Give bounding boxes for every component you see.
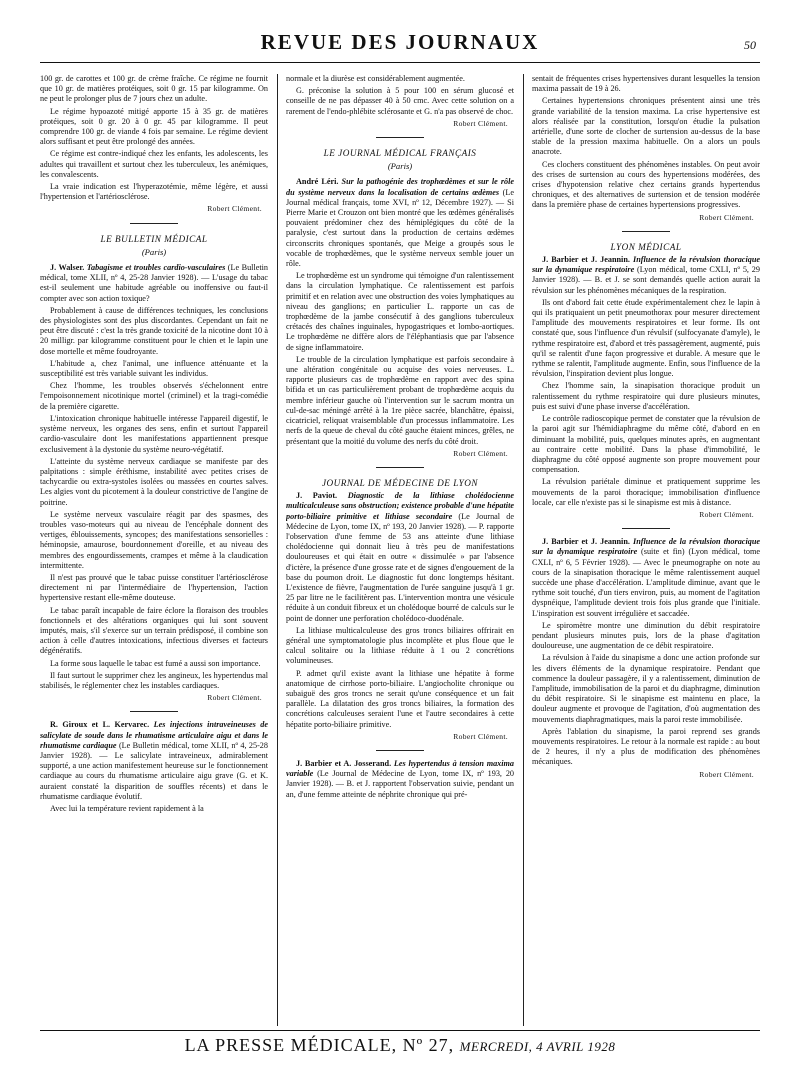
paragraph: Le spiromètre montre une diminution du débit respiratoire pendant plusieurs minutes puis, lors de la phase d'agitation douloureuse, une augmentation de ce débit respiratoire.: [532, 620, 760, 651]
paragraph: Il n'est pas prouvé que le tabac puisse constituer l'artériosclérose directement ni par l'intermédiaire de l'hypertension, l'action hypertensive restant elle-même douteuse.: [40, 572, 268, 603]
footer-line: [40, 1035, 760, 1056]
paragraph: Le régime hypoazoté mitigé apporte 15 à 35 gr. de matières protéiques, soit 0 gr. 20 à 0 gr. 45 par kilogramme. Il peut comprendre 100 gr. de viande 4 fois par semaine. Le régime devient alors suffisant et peut être prolongé des années.: [40, 106, 268, 147]
article-title: Tabagisme et troubles cardio-vasculaires: [86, 263, 226, 273]
article-lead: [286, 491, 514, 624]
column-right: [532, 74, 760, 1026]
section-heading: LYON MÉDICAL: [610, 241, 682, 252]
article-title: Les injections intraveineuses de salicylate de soude dans le rhumatisme articulaire aigu et dans le rhumatisme cardiaque: [40, 720, 268, 750]
section-heading: LE BULLETIN MÉDICAL: [100, 233, 208, 244]
column-middle: [286, 74, 514, 1026]
paragraph: Le trouble de la circulation lymphatique est parfois secondaire à une altération congénitale ou acquise des voies nerveuses. L. rapporte plusieurs cas de trophœdème en rapport avec des spina bifida et un cas particulièrement probant de trophœdème acquis du membre inférieur gauche où l'intervention sur le sacrum montra un cul-de-sac méningé arrêté à la 1re pièce sacrée, blanchâtre, épaissi, cicatriciel, reliquat vraisemblable d'un processus inflammatoire. Les nerfs de la queue de cheval du côté gauche étaient minces, grêles, ne présentant que la moitié du volume des nerfs du côté droit.: [286, 354, 514, 446]
paragraph: Ils ont d'abord fait cette étude expérimentalement chez le lapin à qui ils pratiquaient un petit pneumothorax pour mesurer directement l'amplitude des mouvements respiratoires et leur forme. Ils ont constaté que, sous l'influence d'un révulsif (sulfocyanate d'amyle), le rythme respiratoire est, d'abord et très passagèrement, augmenté, puis qu'il se ralentit d'une façon progressive et durable. A mesure que le rythme se ralentit, l'amplitude augmente. Enfin, sous l'influence de la révulsion, l'inspiration devient plus longue.: [532, 297, 760, 379]
divider: [376, 137, 424, 138]
signature: Robert Clément.: [453, 118, 508, 128]
article-reference: (Lyon médical, tome CXLI, nº 5, 29 Janvier 1928). — B. et J. se sont demandés quelle action aurait la révulsion sur les phénomènes mécaniques de la respiration.: [532, 265, 760, 295]
paragraph: Ces clochers constituent des phénomènes instables. On peut avoir des crises de surtension au cours des hypertensions modérées, des crises d'hypotension relative chez certains grands hypertendus chroniques, et des alternatives de surtension et de tension modérée dans la première phase de certaines hypertensions progressives.: [532, 159, 760, 210]
divider: [130, 711, 178, 712]
paragraph: L'intoxication chronique habituelle intéresse l'appareil digestif, le système nerveux, les organes des sens, enfin et surtout l'appareil cardio-vasculaire dont les manifestations appartiennent presque exclusivement à la dystonie du système neuro-végétatif.: [40, 413, 268, 454]
section-heading: LE JOURNAL MÉDICAL FRANÇAIS: [323, 148, 477, 159]
paragraph: Chez l'homme, les troubles observés s'échelonnent entre l'empoisonnement nicotinique mortel (criminel) et la tragi-comédie de la première cigarette.: [40, 381, 268, 411]
paragraph: Le contrôle radioscopique permet de constater que la révulsion de la paroi agit sur l'hémidiaphragme du même côté, d'abord en en diminuant la mobilité, puis, quelques minutes après, en augmentant au contraire cette mobilité. Dans la phase d'immobilité, le diaphragme du côté opposé augmente son propre mouvement pour compensation.: [532, 414, 760, 475]
divider: [622, 231, 670, 232]
page-footer: [40, 1030, 760, 1057]
article-columns: [40, 74, 760, 1026]
paragraph: La lithiase multicalculeuse des gros troncs biliaires offrirait en général une symptomatologie plus incomplète et plus floue que le calcul solitaire ou la lithiase réduite à 1 ou 2 concrétions volumineuses.: [286, 625, 514, 666]
article-author: R. Giroux et L. Kervarec.: [50, 720, 150, 730]
article-lead: [532, 537, 760, 619]
article-author: J. Barbier et J. Jeannin.: [542, 537, 630, 547]
section-heading: JOURNAL DE MÉDECINE DE LYON: [321, 477, 479, 488]
divider: [130, 223, 178, 224]
signature: Robert Clément.: [207, 204, 262, 214]
page-number: 50: [744, 38, 756, 52]
paragraph: Après l'ablation du sinapisme, la paroi reprend ses grands mouvements respiratoires. Le retour à la normale est rapide : au bout de 2 heures, il n'y a plus de modification des phénomènes mécaniques.: [532, 726, 760, 767]
section-subheading: (Paris): [387, 161, 413, 172]
paragraph: La révulsion à l'aide du sinapisme a donc une action profonde sur les divers éléments de la dynamique respiratoire. Pendant que commence la douleur passagère, il y a ralentissement, diminution de l'amplitude, immobilisation de la paroi et du diaphragme, diminution du débit respiratoire. Si le sinapisme est maintenu en place, la douleur augmente et provoque de l'agitation, d'où augmentation des mouvements diaphragmatiques, mais la paroi reste immobilisée.: [532, 653, 760, 724]
article-author: André Léri.: [296, 177, 339, 187]
article-title: Sur la pathogénie des trophœdèmes et sur le rôle du système nerveux dans la localisation de certains œdèmes: [286, 177, 514, 197]
signature: Robert Clément.: [453, 448, 508, 458]
divider: [622, 528, 670, 529]
article-reference: (Le Bulletin médical, tome XLII, nº 4, 25-28 Janvier 1928). — L'usage du tabac est-il seulement une habitude agréable ou inoffensive ou faut-il compter avec son action toxique?: [40, 263, 268, 303]
paragraph: Avec lui la température revient rapidement à la: [50, 804, 204, 813]
column-rule: [523, 74, 524, 1026]
paragraph: Le tabac paraît incapable de faire éclore la floraison des troubles fonctionnels et des altérations organiques qui lui sont souvent imputés, mais, s'il s'exerce sur un terrain prédisposé, il combine son action à celle d'autres intoxications, infectious diverses et facteurs dégénératifs.: [40, 605, 268, 656]
signature: Robert Clément.: [207, 693, 262, 703]
paragraph: Probablement à cause de différences techniques, les conclusions des physiologistes sont des plus discordantes. Cependant un fait ne peut être discuté : c'est la très grande toxicité de la nicotine dont 10 à 20 milligr. par kilogramme constituent pour le chien et le lapin une dose mortelle et même foudroyante.: [40, 305, 268, 356]
paragraph: L'atteinte du système nerveux cardiaque se manifeste par des palpitations : simple éréthisme, instabilité avec petites crises de tachycardie ou extra-systoles isolées ou massées en courtes salves. Les algies vont du picotement à la douleur constrictive de l'angine de poitrine.: [40, 456, 268, 507]
article-reference: (Le Journal de Médecine de Lyon, tome IX, nº 193, 20 Janvier 1928). — B. et J. rapportent l'observation suivie, pendant un an, d'une femme atteinte de néphrite chronique qui pré-: [286, 769, 514, 799]
article-reference: (Le Journal médical français, tome XVI, nº 12, Décembre 1927). — Si Pierre Marie et Crouzon ont bien montré que les œdèmes généralisés pouvaient prédominer chez des hémiplégiques du côté de la paralysie, c'est surtout dans la production de certains œdèmes circonscrits chroniques spontanés, que Meige a groupés sous le vocable de trophœdèmes, que le système nerveux semble jouer un rôle.: [286, 187, 514, 269]
paragraph: Il faut surtout le supprimer chez les angineux, les hypertendus mal stabilisés, le réglementer chez les instables cardiaques.: [40, 670, 268, 690]
article-reference: (Le Bulletin médical, tome XLII, nº 4, 25-28 Janvier 1928). — Le salicylate intraveineux, admirablement supporté, a une action manifestement heureuse sur le fonctionnement cardiaque au cours du rhumatisme articulaire aigu grave (G. et K. auraient constaté la disparition de souffles récents) et dans le rhumatisme cardiaque évolutif.: [40, 740, 268, 801]
article-title: Les hypertendus à tension maxima variable: [286, 758, 514, 779]
paragraph: L'habitude a, chez l'animal, une influence atténuante et la susceptibilité est très variable suivant les individus.: [40, 358, 268, 379]
article-author: J. Paviot.: [296, 491, 338, 501]
page-header: [40, 30, 760, 63]
paragraph: sentait de fréquentes crises hypertensives durant lesquelles la tension maxima passait de 19 à 26.: [532, 74, 760, 94]
article-title: Influence de la révulsion thoracique sur la dynamique respiratoire: [532, 255, 760, 275]
signature: Robert Clément.: [699, 769, 754, 779]
article-author: J. Barbier et J. Jeannin.: [542, 255, 630, 265]
paragraph: Ce régime est contre-indiqué chez les enfants, les adolescents, les adultes qui travaillent et surtout chez les tuberculeux, les anémiques, les convalescents.: [40, 149, 268, 179]
section-subheading: (Paris): [141, 246, 167, 257]
article-reference: (suite et fin) (Lyon médical, tome CXLI, nº 6, 5 Février 1928). — Avec le pneumographe on note au cours de la sinapisation thoracique le même ralentissement auquel succède une phase d'accélération. L'amplitude diminue, avant que le rythme soit touché, d'un tiers environ, puis, au moment de l'agitation dyspnéique, l'amplitude devient trois fois plus grande que l'initiale. L'inspiration est souvent irrégulière et saccadée.: [532, 547, 760, 618]
article-lead: [286, 177, 514, 269]
paragraph: La révulsion pariétale diminue et pratiquement supprime les mouvements de la paroi thoracique; immobilisation d'influence locale, car elle n'existe pas si le sinapisme est mis à distance.: [532, 477, 760, 507]
article-lead: [40, 263, 268, 304]
divider: [376, 467, 424, 468]
paragraph: Le système nerveux vasculaire réagit par des spasmes, des troubles vaso-moteurs qui au niveau de l'encéphale donnent des vertiges, éblouissements, syncopes; des manifestations sensorielles : héminopsie, amaurose, bourdonnement d'oreille, et au niveau des membres des engourdissements, crampes et même à la claudication intermittente.: [40, 509, 268, 570]
article-lead: [286, 759, 514, 800]
article-author: J. Barbier et A. Josserand.: [296, 758, 392, 768]
paragraph: normale et la diurèse est considérablement augmentée.: [286, 74, 465, 83]
article-lead: [40, 720, 268, 802]
signature: Robert Clément.: [699, 509, 754, 519]
signature: Robert Clément.: [699, 212, 754, 222]
paragraph: Chez l'homme sain, la sinapisation thoracique produit un ralentissement du rythme respiratoire qui dure plusieurs minutes, puis est suivi d'une phase inverse d'accélération.: [532, 381, 760, 411]
paragraph: La forme sous laquelle le tabac est fumé a aussi son importance.: [50, 658, 261, 668]
article-title: Influence de la révulsion thoracique sur la dynamique respiratoire: [532, 537, 760, 557]
paragraph: Certaines hypertensions chroniques présentent ainsi une très grande variabilité de la tension maxima. La crise hypertensive est alors réalisée par la constitution, lorsqu'on étudie la pulsation artérielle, d'une sorte de clocher de surtension au-dessus de la base stable de la pression maxima habituelle. On a alors un pouls anacrote.: [532, 96, 760, 157]
column-left: [40, 74, 268, 1026]
paragraph: 100 gr. de carottes et 100 gr. de crème fraîche. Ce régime ne fournit que 10 gr. de matières protéiques, soit 0 gr. 15 par kilogramme. On ne peut le prolonger plus de 7 jours chez un adulte.: [40, 74, 268, 104]
paragraph: G. préconise la solution à 5 pour 100 en sérum glucosé et conseille de ne pas dépasser 40 à 50 cmc. Avec cette solution on a rarement de l'endo-phlébite sclérosante et G. n'a pas observé de choc.: [286, 86, 514, 116]
journal-name: LA PRESSE MÉDICALE, Nº 27,: [184, 1035, 455, 1055]
signature: Robert Clément.: [453, 731, 508, 741]
paragraph: P. admet qu'il existe avant la lithiase une hépatite à forme anatomique de cirrhose porto-biliaire. L'angiocholite chronique ou subaiguë des gros troncs ne serait qu'une conséquence et un fait parallèle. La dilatation des gros troncs biliaires, la formation des concrétions calculeuses seraient l'une et l'autre secondaires à cette hépatite porto-biliaire primitive.: [286, 668, 514, 729]
issue-date: MERCREDI, 4 AVRIL 1928: [459, 1039, 616, 1054]
paragraph: Le trophœdème est un syndrome qui témoigne d'un ralentissement dans la circulation lymphatique. Ce ralentissement est parfois primitif et en relation avec une obstruction des voies lymphatiques au niveau des ganglions; en particulier L. rapporte un cas de trophœdème de la jambe consécutif à des ganglions tuberculeux crétacés des chaînes inguinales, hypogastriques et lombo-aortiques. Le trophœdème ne diffère alors de l'éléphantiasis que par l'absence de signe inflammatoire.: [286, 271, 514, 352]
article-lead: [532, 255, 760, 296]
divider: [376, 750, 424, 751]
article-reference: (Le Journal de Médecine de Lyon, tome IX, nº 193, 20 Janvier 1928). — P. rapporte l'observation d'une femme de 53 ans atteinte d'une lithiase cholédocienne qui donnait lieu à très peu de manifestations douloureuses et qui était en outre « dissimulée » par l'absence d'ictère, la présence d'une grosse rate et de signes d'engouement de la base du poumon droit. Le diagnostic fut donc longtemps hésitant. L'existence de fièvre, l'augmentation de l'urée sanguine jusqu'à 1 gr. 25 par litre ne le facilitèrent pas. L'intervention montra une vésicule réduite à un conduit fibreux et un cholédoque bourré de calculs sur le point de donner une perforation cholédoco-duodénale.: [286, 511, 514, 623]
paragraph: La vraie indication est l'hyperazotémie, même légère, et aussi l'hypertension et l'artériosclérose.: [40, 182, 268, 202]
running-title: REVUE DES JOURNAUX: [260, 30, 540, 54]
article-author: J. Walser.: [50, 263, 85, 273]
article-title: Diagnostic de la lithiase cholédocienne multicalculeuse sans obstruction; existence probable d'une hépatite porto-biliaire primitive et lithiase secondaire: [286, 491, 514, 521]
column-rule: [277, 74, 278, 1026]
